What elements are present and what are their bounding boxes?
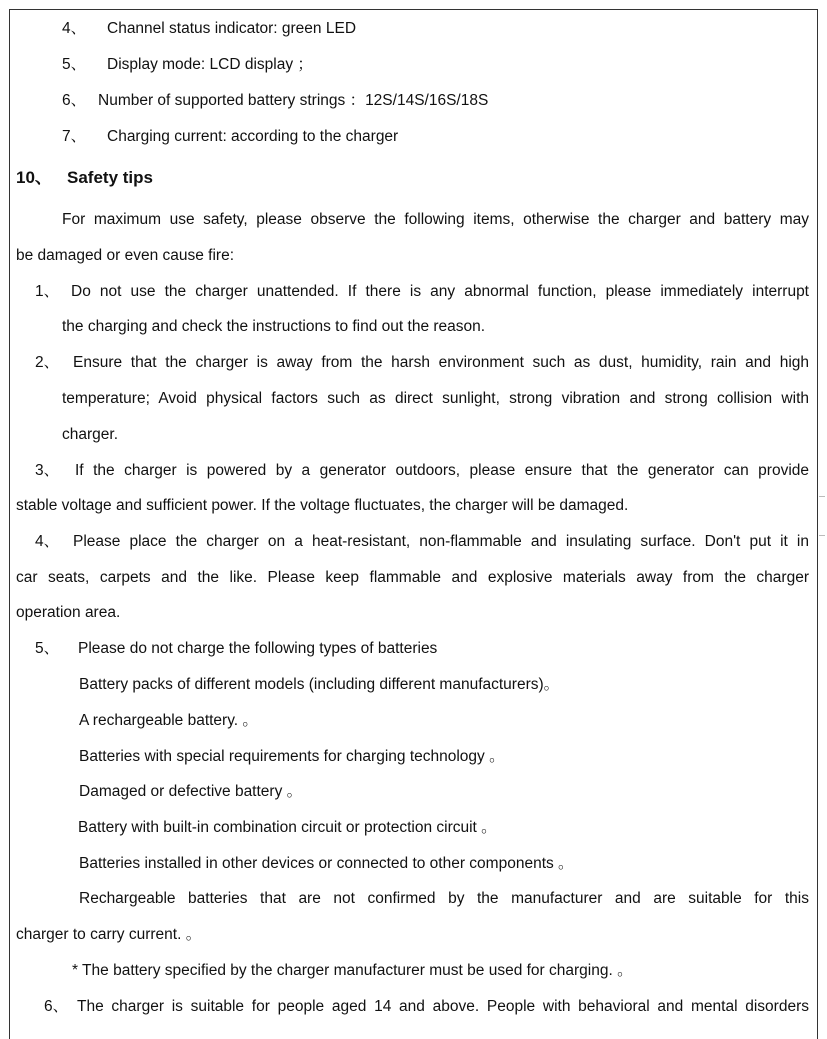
tip-line: The charger is suitable for people aged 14 and above. People with behavioral and mental disorders <box>77 998 809 1015</box>
battery-type-item: A rechargeable battery. 。 <box>79 712 258 729</box>
battery-type-item: Damaged or defective battery 。 <box>79 783 303 800</box>
tip-line: car seats, carpets and the like. Please keep flammable and explosive materials away from the charger <box>16 569 809 586</box>
tip-number: 6、 <box>44 998 69 1015</box>
battery-type-item: Batteries installed in other devices or connected to other components 。 <box>79 855 574 872</box>
battery-type-item: Battery packs of different models (including different manufacturers)。 <box>79 676 560 693</box>
battery-type-item: charger to carry current. 。 <box>16 926 202 943</box>
tip-number: 4、 <box>35 533 60 550</box>
intro-line: For maximum use safety, please observe the following items, otherwise the charger and battery may <box>62 211 809 228</box>
side-mark <box>819 535 825 536</box>
spec-item-number: 7、 <box>62 128 87 145</box>
side-mark <box>819 496 825 497</box>
spec-item-text: Channel status indicator: green LED <box>107 20 357 37</box>
tip-line: If the charger is powered by a generator outdoors, please ensure that the generator can provide <box>75 462 809 479</box>
document-page <box>9 9 818 1039</box>
tip-number: 1、 <box>35 283 60 300</box>
spec-item-text: Display mode: LCD display ； <box>107 56 313 73</box>
battery-type-item: Rechargeable batteries that are not confirmed by the manufacturer and are suitable for this <box>79 890 809 907</box>
intro-line: be damaged or even cause fire: <box>16 247 234 264</box>
section-title: Safety tips <box>67 168 153 187</box>
tip-line: temperature; Avoid physical factors such as direct sunlight, strong vibration and strong collision with <box>62 390 809 407</box>
tip-line: Please do not charge the following types of batteries <box>78 640 438 657</box>
tip-line: the charging and check the instructions to find out the reason. <box>62 318 486 335</box>
spec-item-text: Charging current: according to the charger <box>107 128 399 145</box>
tip-line: operation area. <box>16 604 121 621</box>
tip-line: Ensure that the charger is away from the harsh environment such as dust, humidity, rain and high <box>73 354 809 371</box>
tip-number: 2、 <box>35 354 60 371</box>
tip-line: Please place the charger on a heat-resistant, non-flammable and insulating surface. Don't put it in <box>73 533 809 550</box>
spec-item-number: 4、 <box>62 20 87 37</box>
tip-line: Do not use the charger unattended. If there is any abnormal function, please immediately interrupt <box>71 283 809 300</box>
tip-line: charger. <box>62 426 119 443</box>
spec-item-number: 5、 <box>62 56 87 73</box>
tip-number: 5、 <box>35 640 60 657</box>
tip-line: stable voltage and sufficient power. If the voltage fluctuates, the charger will be damaged. <box>16 497 629 514</box>
note-text: * The battery specified by the charger manufacturer must be used for charging. 。 <box>72 962 633 979</box>
battery-type-item: Battery with built-in combination circuit or protection circuit 。 <box>78 819 497 836</box>
tip-number: 3、 <box>35 462 60 479</box>
spec-item-text: Number of supported battery strings ：12S/14S/16S/18S <box>98 92 489 109</box>
spec-item-number: 6、 <box>62 92 87 109</box>
section-number: 10、 <box>16 168 52 187</box>
battery-type-item: Batteries with special requirements for charging technology 。 <box>79 748 505 765</box>
